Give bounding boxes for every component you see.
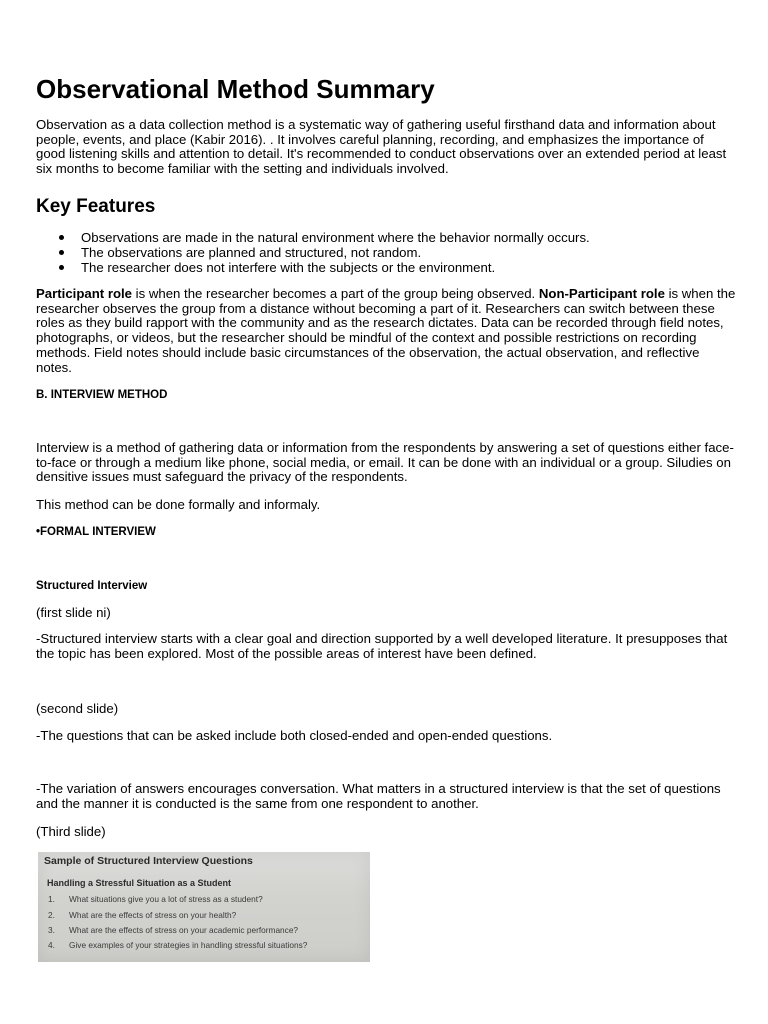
formality-text: This method can be done formally and informaly.	[36, 497, 321, 512]
nonparticipant-role-text: is when the researcher observes the group from a distance without becoming a part of it. Researchers can switch between these roles as they build rapport with the community and as the research dictates. Data can be recorded through field notes, photographs, or videos, but the researcher should be mindful of the context and possible restrictions on recording methods. Field notes should include basic circumstances of the observation, the actual observation, and reflective notes.	[36, 286, 736, 375]
photo-subtitle: Handling a Stressful Situation as a Student	[47, 878, 232, 888]
photo-question: 2. What are the effects of stress on your health?	[48, 910, 237, 920]
list-item-text: The researcher does not interfere with the subjects or the environment.	[81, 260, 496, 275]
photo-question: 1. What situations give you a lot of stress as a student?	[48, 894, 263, 904]
intro-paragraph: Observation as a data collection method is a systematic way of gathering useful firsthand data and information about people, events, and place (Kabir 2016). . It involves careful planning, recording, and emphasizes the importance of good listening skills and attention to detail. It's recommended to conduct observations over an extended period at least six months to become familiar with the setting and individuals involved.	[36, 117, 727, 177]
list-item-text: Observations are made in the natural environment where the behavior normally occurs.	[81, 230, 590, 245]
interview-method-heading: B. INTERVIEW METHOD	[36, 389, 168, 401]
list-item	[36, 230, 590, 245]
photo-question: 3. What are the effects of stress on your academic performance?	[48, 925, 299, 935]
second-slide-label: (second slide)	[36, 701, 119, 716]
key-features-list	[36, 230, 590, 275]
participant-role-text: is when the researcher becomes a part of the group being observed.	[132, 286, 539, 301]
key-features-heading: Key Features	[36, 196, 156, 217]
interview-description: Interview is a method of gathering data or information from the respondents by answering a set of questions either face-to-face or through a medium like phone, social media, or email. It can be done with an individual or a group. Siludies on densitive issues must safeguard the privacy of the respondents.	[36, 440, 734, 485]
bullet-icon	[59, 235, 64, 240]
roles-paragraph	[36, 287, 736, 375]
first-slide-label: (first slide ni)	[36, 605, 111, 620]
bullet-icon	[59, 265, 64, 270]
photo-title: Sample of Structured Interview Questions	[44, 855, 253, 867]
bullet-icon	[59, 250, 64, 255]
list-item	[36, 260, 590, 275]
second-slide-text: -The questions that can be asked include both closed-ended and open-ended questions.	[36, 728, 553, 743]
list-item-text: The observations are planned and structured, not random.	[81, 245, 422, 260]
formal-interview-heading: •FORMAL INTERVIEW	[36, 526, 156, 538]
page-title: Observational Method Summary	[36, 74, 435, 104]
variation-text: -The variation of answers encourages conversation. What matters in a structured interview is that the set of questions and the manner it is conducted is the same from one respondent to another.	[36, 781, 721, 811]
sample-questions-photo	[38, 852, 370, 962]
list-item	[36, 245, 590, 260]
nonparticipant-role-label: Non-Participant role	[538, 286, 665, 301]
first-slide-text: -Structured interview starts with a clear goal and direction supported by a well developed literature. It presupposes that the topic has been explored. Most of the possible areas of interest have been defined.	[36, 631, 728, 661]
structured-interview-heading: Structured Interview	[36, 580, 148, 592]
third-slide-label: (Third slide)	[36, 824, 106, 839]
photo-question: 4. Give examples of your strategies in handling stressful situations?	[48, 940, 308, 950]
participant-role-label: Participant role	[36, 286, 133, 301]
